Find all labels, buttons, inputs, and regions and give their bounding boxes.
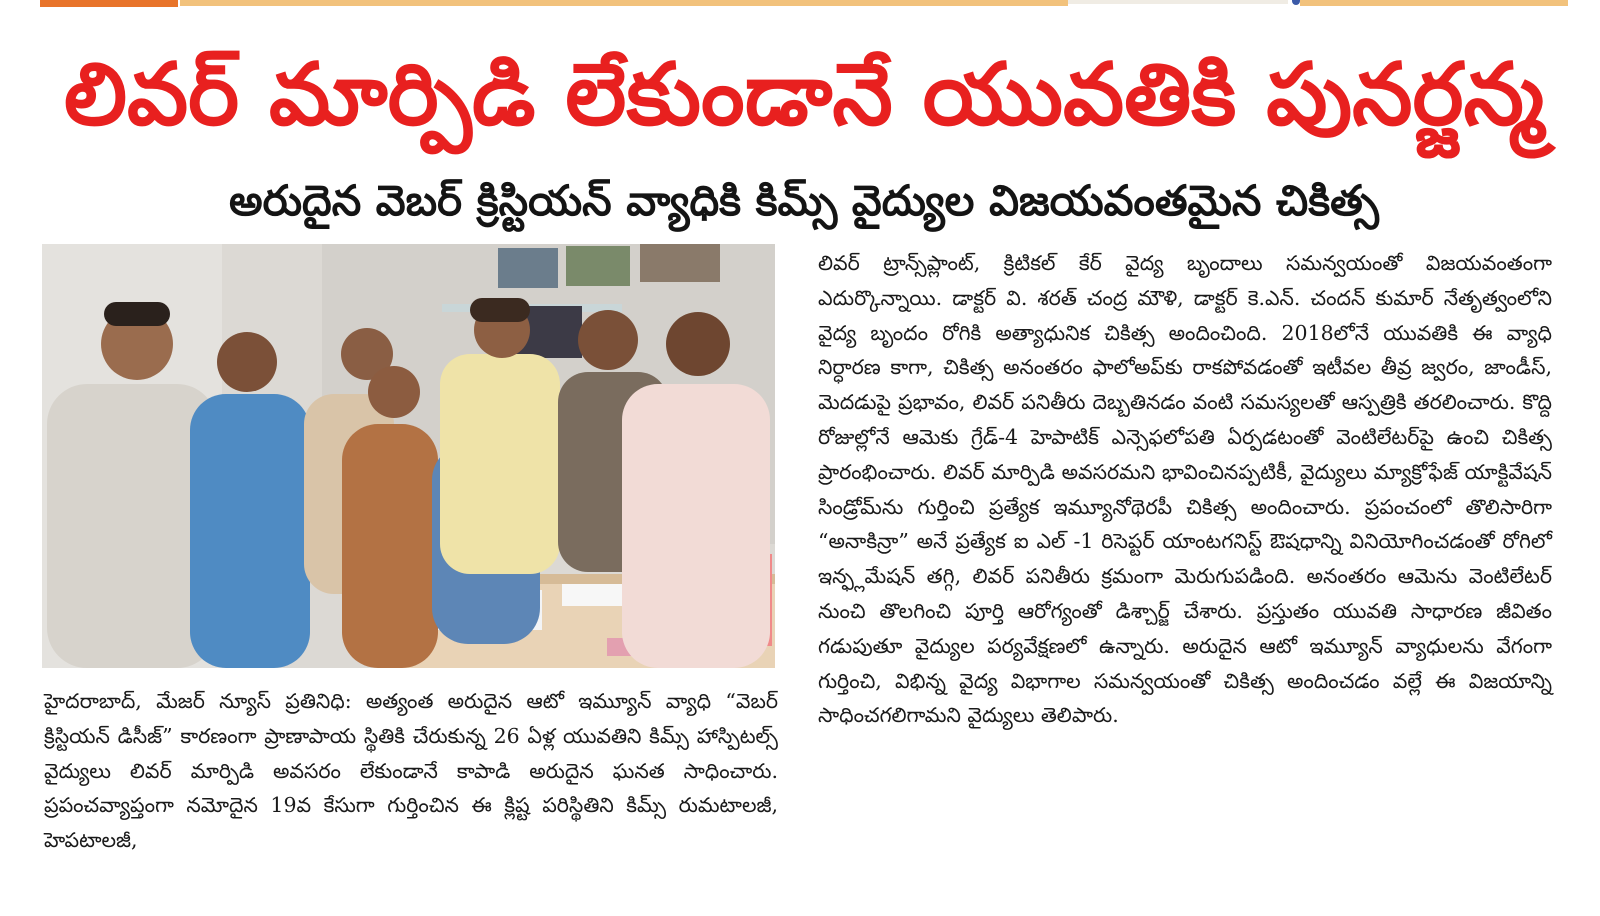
masthead-bar-light — [1068, 0, 1288, 4]
masthead-bar-tan-right — [1300, 0, 1568, 6]
article-photo — [42, 244, 775, 668]
masthead-color-bar — [0, 0, 1600, 10]
article-headline: లివర్ మార్పిడి లేకుండానే యువతికి పునర్జన్మ — [63, 45, 1545, 145]
article-body-paragraph: లివర్ ట్రాన్స్‌ప్లాంట్, క్రిటికల్ కేర్ వైద్య బృందాలు సమన్వయంతో విజయవంతంగా ఎదుర్కొన్నాయి. డాక్టర్ వి. శరత్ చంద్ర మౌళి, డాక్టర్ కె.ఎన్. చందన్ కుమార్ నేతృత్వంలోని వైద్య బృందం రోగికి అత్యాధునిక చికిత్స అందించింది. 2018లోనే యువతికి ఈ వ్యాధి నిర్ధారణ కాగా, చికిత్స అనంతరం ఫాలోఅప్‌కు రాకపోవడంతో ఇటీవల తీవ్ర జ్వరం, జాండీస్, మెదడుపై ప్రభావం, లివర్ పనితీరు దెబ్బతినడం వంటి సమస్యలతో ఆస్పత్రికి తరలించారు. కొద్ది రోజుల్లోనే ఆమెకు గ్రేడ్-4 హెపాటిక్ ఎన్సెఫలోపతి ఏర్పడటంతో వెంటిలేటర్‌పై ఉంచి చికిత్స ప్రారంభించారు. లివర్ మార్పిడి అవసరమని భావించినప్పటికీ, వైద్యులు మ్యాక్రోఫేజ్ యాక్టివేషన్ సిండ్రోమ్‌ను గుర్తించి ప్రత్యేక ఇమ్యూనోథెరపీ చికిత్స అందించారు. ప్రపంచంలో తొలిసారిగా “అనాకిన్రా” అనే ప్రత్యేక ఐ ఎల్ -1 రిసెప్టర్ యాంటగనిస్ట్ ఔషధాన్ని వినియోగించడంతో రోగిలో ఇన్ఫ్లమేషన్ తగ్గి, లివర్ పనితీరు క్రమంగా మెరుగుపడింది. అనంతరం ఆమెను వెంటిలేటర్ నుంచి తొలగించి పూర్తి ఆరోగ్యంతో డిశ్చార్జ్ చేశారు. ప్రస్తుతం యువతి సాధారణ జీవితం గడుపుతూ వైద్యుల పర్యవేక్షణలో ఉన్నారు. అరుదైన ఆటో ఇమ్యూన్ వ్యాధులను వేగంగా గుర్తించి, విభిన్న వైద్య విభాగాల సమన్వయంతో చికిత్స అందించడం వల్లే ఈ విజయాన్ని సాధించగలిగామని వైద్యులు తెలిపారు. — [818, 251, 1552, 728]
masthead-bar-blue-mark — [1292, 0, 1300, 5]
article-subheadline: అరుదైన వెబర్ క్రిస్టియన్ వ్యాధికి కిమ్స్ వైద్యుల విజయవంతమైన చికిత్స — [229, 176, 1379, 225]
article-lead-paragraph: హైదరాబాద్, మేజర్ న్యూస్ ప్రతినిధి: అత్యంత అరుదైన ఆటో ఇమ్యూన్ వ్యాధి “వెబర్ క్రిస్టియన్ డిసీజ్” కారణంగా ప్రాణాపాయ స్థితికి చేరుకున్న 26 ఏళ్ల యువతిని కిమ్స్ హాస్పిటల్స్ వైద్యులు లివర్ మార్పిడి అవసరం లేకుండానే కాపాడి అరుదైన ఘనత సాధించారు. ప్రపంచవ్యాప్తంగా నమోదైన 19వ కేసుగా గుర్తించిన ఈ క్లిష్ట పరిస్థితిని కిమ్స్ రుమటాలజీ, హెపటాలజీ, — [44, 689, 778, 853]
masthead-bar-tan — [180, 0, 1068, 6]
masthead-bar-orange — [40, 0, 178, 7]
